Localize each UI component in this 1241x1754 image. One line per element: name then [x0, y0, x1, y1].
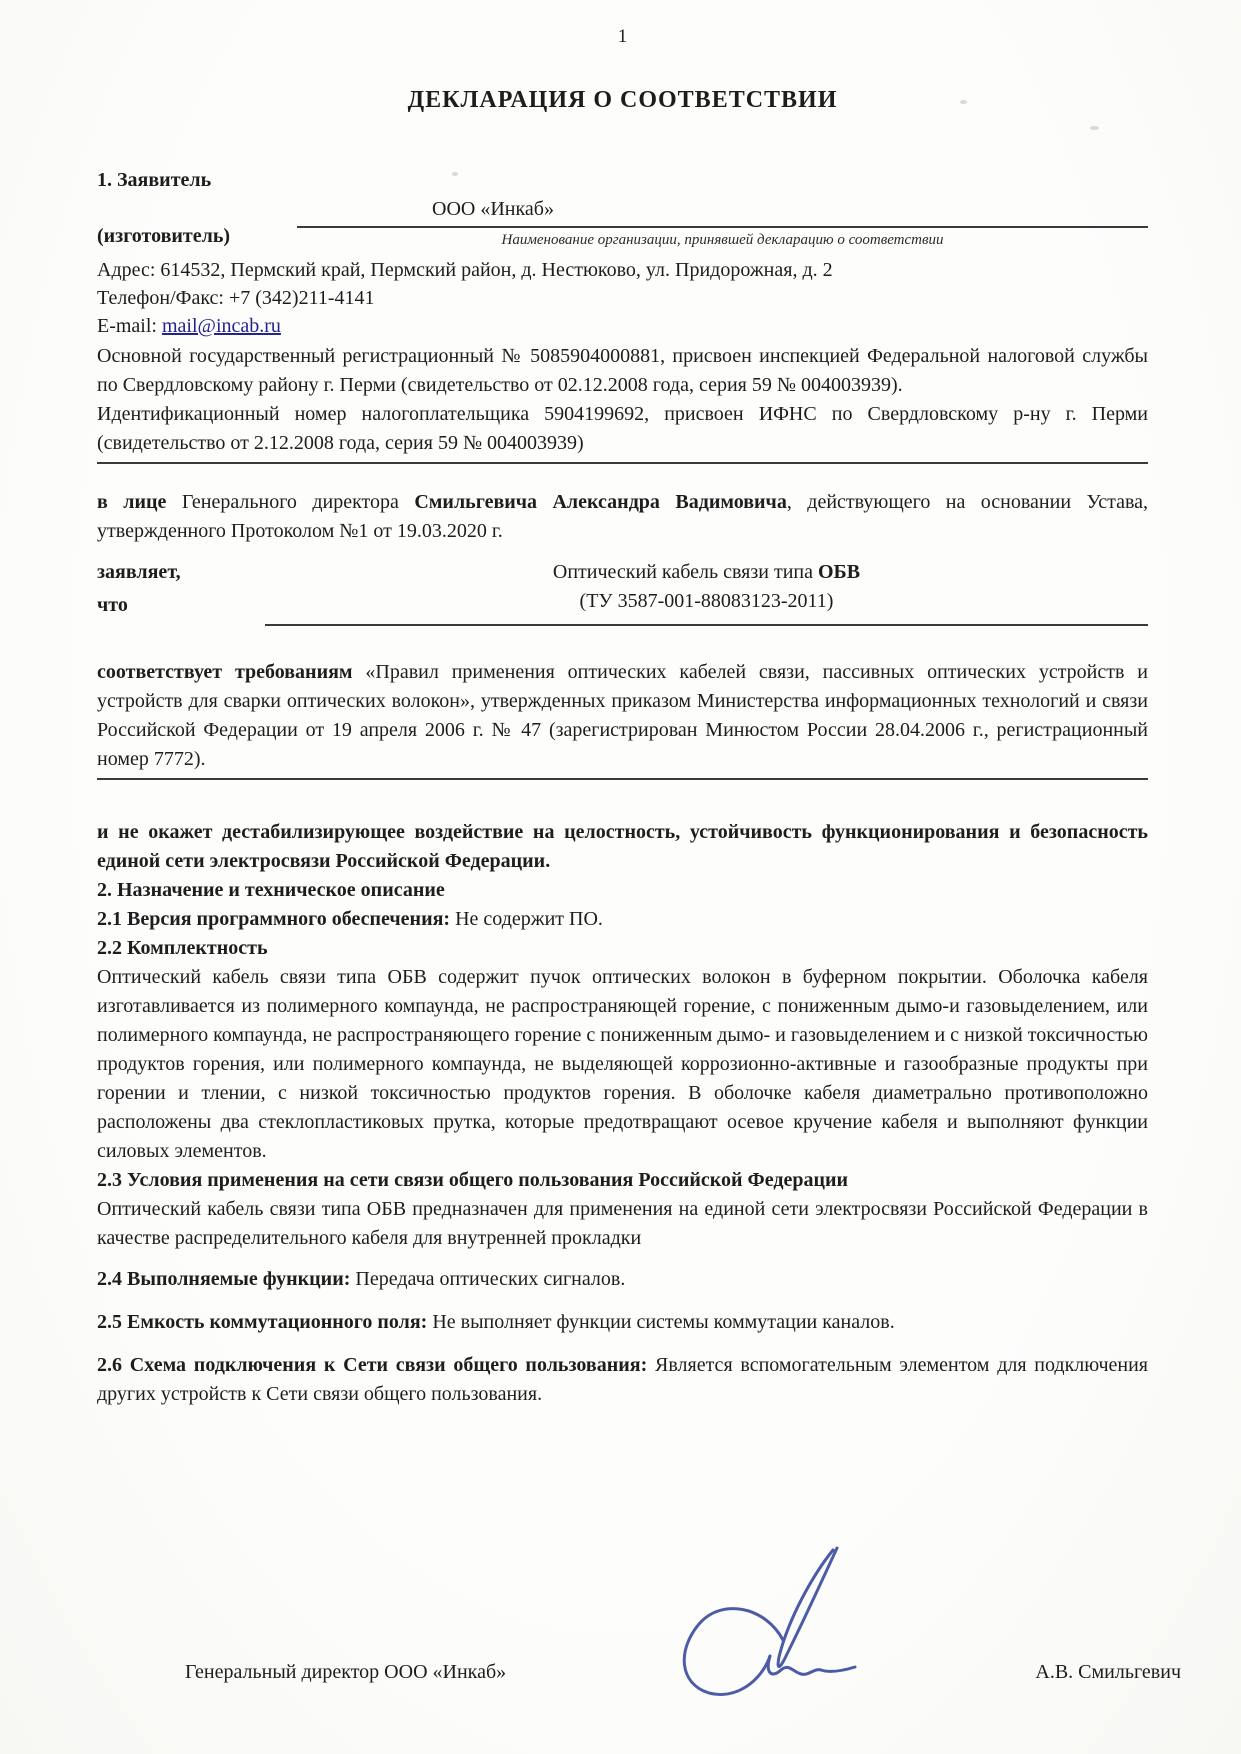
- section-2-4: [97, 1265, 1148, 1294]
- representative-suffix: , действующего на основании Устава, утвержденного Протоколом №1 от 19.03.2020 г.: [97, 491, 1149, 543]
- product-prefix: Оптический кабель связи типа: [552, 561, 813, 584]
- representative-name: Смильгевича Александра Вадимовича: [414, 491, 787, 514]
- section-2-1-label: 2.1 Версия программного обеспечения:: [97, 908, 451, 931]
- section-2-6-value: Является вспомогательным элементом для подключения других устройств к Сети связи общего пользования.: [97, 1354, 1149, 1406]
- section-2-6-label: 2.6 Схема подключения к Сети связи общего пользования:: [97, 1354, 648, 1377]
- scan-artifact: [1090, 126, 1099, 130]
- email-line: [97, 313, 1148, 341]
- section-2-2-heading: 2.2 Комплектность: [97, 937, 268, 960]
- impact-paragraph: и не окажет дестабилизирующее воздействие на целостность, устойчивость функционирования и безопасность единой сети электросвязи Российской Федерации.: [97, 821, 1148, 873]
- declares-word: заявляет,: [97, 561, 181, 584]
- scan-artifact: [960, 100, 967, 104]
- inn-paragraph: Идентификационный номер налогоплательщика 5904199692, присвоен ИФНС по Свердловскому р-ну г. Перми (свидетельство от 2.12.2008 года, серия 59 № 004003939): [97, 400, 1148, 464]
- compliance-lead: соответствует требованиям: [97, 661, 353, 684]
- section-2-2-body: Оптический кабель связи типа ОБВ содержит пучок оптических волокон в буферном покрытии. Оболочка кабеля изготавливается из полимерного компаунда, не распространяющей горение, с пониженным дымо-и газовыделением, или полимерного компаунда, не распространяющего горение с пониженным дымо- и газовыделением и с низкой токсичностью продуктов горения, или полимерного компаунда, не выделяющей коррозионно-активные и газообразные продукты при горении и тлении, с низкой токсичностью продуктов горения. В оболочке кабеля диаметрально противоположно расположены два стеклопластиковых прутка, которые предотвращают осевое кручение кабеля и выполняют функции силовых элементов.: [97, 966, 1148, 1163]
- address-line: Адрес: 614532, Пермский край, Пермский район, д. Нестюково, ул. Придорожная, д. 2: [97, 259, 833, 282]
- section-2-6: [97, 1351, 1148, 1409]
- product-name-line: [265, 558, 1148, 587]
- declares-labels: [97, 558, 265, 626]
- representative-prefix: в лице: [97, 491, 167, 514]
- registration-block: [97, 342, 1148, 464]
- org-name-area: [297, 195, 1148, 252]
- section-2-5-label: 2.5 Емкость коммутационного поля:: [97, 1311, 428, 1334]
- compliance-paragraph: [97, 658, 1148, 780]
- section-2-4-label: 2.4 Выполняемые функции:: [97, 1268, 351, 1291]
- signature-row: [97, 1658, 1181, 1687]
- applicant-heading: 1. Заявитель: [97, 168, 212, 191]
- section-2-5-value: Не выполняет функции системы коммутации каналов.: [432, 1311, 895, 1334]
- page-number: 1: [617, 26, 628, 47]
- section-2-5: [97, 1308, 1148, 1337]
- product-type: ОБВ: [817, 561, 861, 584]
- declaration-subject: [97, 558, 1148, 626]
- section-2-3-heading: 2.3 Условия применения на сети связи общего пользования Российской Федерации: [97, 1169, 849, 1192]
- representative-paragraph: [97, 488, 1148, 546]
- section-2-1: [97, 905, 1148, 934]
- product-block: [265, 558, 1148, 626]
- email-link: mail@incab.ru: [161, 314, 281, 337]
- section-2-3-body: Оптический кабель связи типа ОБВ предназначен для применения на единой сети электросвязи Российской Федерации в качестве распределительного кабеля для внутренней прокладки: [97, 1198, 1148, 1250]
- section-2-heading: 2. Назначение и техническое описание: [97, 879, 445, 902]
- section-2-1-value: Не содержит ПО.: [455, 908, 603, 931]
- phone-line: Телефон/Факс: +7 (342)211-4141: [97, 286, 375, 309]
- applicant-subheading: (изготовитель): [97, 225, 231, 248]
- signatory-title: Генеральный директор ООО «Инкаб»: [185, 1661, 507, 1683]
- contact-block: [97, 257, 1148, 340]
- scan-artifact: [452, 172, 458, 176]
- product-tu-line: (ТУ 3587-001-88083123-2011): [579, 590, 834, 613]
- applicant-name-row: [97, 195, 1148, 252]
- ogrn-paragraph: Основной государственный регистрационный № 5085904000881, присвоен инспекцией Федеральной налоговой службы по Свердловскому району г. Перми (свидетельство от 02.12.2008 года, серия 59 № 004003939).: [97, 345, 1148, 397]
- section-2-4-value: Передача оптических сигналов.: [355, 1268, 626, 1291]
- compliance-body: «Правил применения оптических кабелей связи, пассивных оптических устройств и устройств для сварки оптических волокон», утвержденных приказом Министерства информационных технологий и связи Российской Федерации от 19 апреля 2006 г. № 47 (зарегистрирован Минюстом России 28.04.2006 г., регистрационный номер 7772).: [97, 661, 1149, 771]
- email-label: E-mail:: [97, 314, 157, 337]
- org-name-caption: Наименование организации, принявшей декларацию о соответствии: [501, 231, 944, 248]
- document-title: ДЕКЛАРАЦИЯ О СООТВЕТСТВИИ: [407, 86, 838, 113]
- that-word: что: [97, 594, 128, 617]
- org-name: ООО «Инкаб»: [297, 195, 1148, 228]
- representative-role: Генерального директора: [181, 491, 399, 514]
- signatory-name: А.В. Смильгевич: [1035, 1661, 1181, 1683]
